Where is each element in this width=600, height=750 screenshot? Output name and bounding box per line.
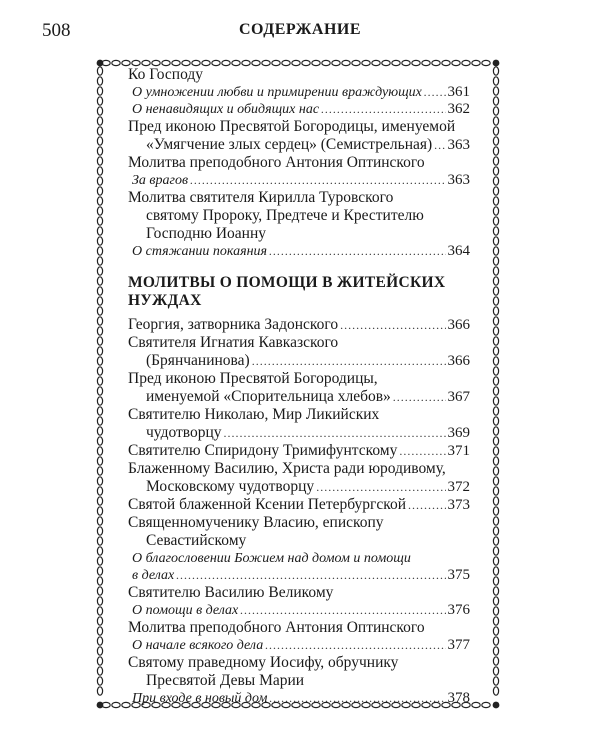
- toc-entry: [128, 154, 470, 189]
- toc-group-bottom: [128, 316, 470, 707]
- table-of-contents: [128, 66, 470, 707]
- page-ref: 378: [447, 690, 470, 706]
- toc-entry: [128, 370, 470, 406]
- page-ref: 372: [447, 479, 470, 495]
- entry-title-line: Молитва преподобного Антония Оптинского: [128, 154, 425, 171]
- entry-title-line: Севастийскому: [146, 532, 247, 549]
- toc-entry: [128, 654, 470, 707]
- page-ref: 376: [447, 602, 470, 618]
- page-ref: 369: [447, 425, 470, 441]
- entry-text: (Брянчанинова): [146, 352, 250, 369]
- entry-text: О помощи в делах: [132, 603, 239, 618]
- entry-title-line: [128, 496, 470, 514]
- toc-entry: [128, 118, 470, 154]
- subentry: [128, 567, 470, 584]
- toc-entry: [128, 334, 470, 370]
- page-ref: 366: [447, 317, 470, 333]
- toc-entry: [128, 514, 470, 584]
- dot-leader: [424, 84, 446, 101]
- page-ref: 363: [447, 137, 470, 153]
- entry-title-line: [128, 442, 470, 460]
- entry-text: чудотворцу: [146, 424, 222, 441]
- dot-leader: [190, 172, 445, 189]
- entry-title-line: [128, 316, 470, 334]
- toc-entry: [128, 189, 470, 260]
- dot-leader: [321, 101, 445, 118]
- dot-leader: [269, 690, 445, 707]
- entry-title-line: Пред иконою Пресвятой Богородицы, именуемой: [128, 118, 456, 135]
- page-ref: 364: [447, 243, 470, 259]
- subentry: [128, 637, 470, 654]
- page-ref: 363: [447, 172, 470, 188]
- subentry: [128, 172, 470, 189]
- entry-title-line: Святителю Николаю, Мир Ликийских: [128, 406, 380, 423]
- page-ref: 375: [447, 567, 470, 583]
- entry-title-line: Священномученику Власию, епископу: [128, 514, 384, 531]
- toc-entry: [128, 619, 470, 654]
- dot-leader: [224, 424, 446, 442]
- entry-text: Георгия, затворника Задонского: [128, 316, 339, 333]
- entry-title-line: Пресвятой Девы Марии: [146, 672, 305, 689]
- subentry: [128, 84, 470, 101]
- dot-leader: [393, 388, 446, 406]
- entry-title-line: Святителю Василию Великому: [128, 584, 334, 601]
- toc-entry: [128, 316, 470, 334]
- entry-text: За врагов: [132, 173, 189, 188]
- dot-leader: [240, 602, 445, 619]
- entry-title-line: [128, 478, 470, 496]
- entry-title-line: [128, 388, 470, 406]
- entry-title-line: Ко Господу: [128, 66, 204, 83]
- dot-leader: [252, 352, 446, 370]
- page-ref: 366: [447, 353, 470, 369]
- subentry-text: О благословении Божием над домом и помощи: [132, 551, 411, 566]
- toc-group-top: [128, 66, 470, 260]
- dot-leader: [434, 136, 445, 154]
- entry-title-line: Молитва святителя Кирилла Туровского: [128, 189, 394, 206]
- entry-text: «Умягчение злых сердец» (Семистрельная): [146, 136, 433, 153]
- toc-entry: [128, 496, 470, 514]
- entry-title-line: Молитва преподобного Антония Оптинского: [128, 619, 425, 636]
- entry-text: Московскому чудотворцу: [146, 478, 315, 495]
- entry-text: О ненавидящих и обидящих нас: [132, 102, 320, 117]
- entry-title-line: [128, 424, 470, 442]
- entry-title-line: Блаженному Василию, Христа ради юродивому,: [128, 460, 446, 477]
- entry-title-line: Святителя Игнатия Кавказского: [128, 334, 339, 351]
- entry-text: О стяжании покаяния: [132, 244, 268, 259]
- entry-text: в делах: [132, 568, 175, 583]
- page-ref: 361: [447, 84, 470, 100]
- toc-entry: [128, 460, 470, 496]
- toc-entry: [128, 584, 470, 619]
- subentry: [128, 690, 470, 707]
- page-ref: 362: [447, 101, 470, 117]
- entry-title-line: Господню Иоанну: [146, 225, 267, 242]
- entry-text: Святителю Спиридону Тримифунтскому: [128, 442, 398, 459]
- page-ref: 377: [447, 637, 470, 653]
- subentry: [128, 602, 470, 619]
- entry-title-line: Святому праведному Иосифу, обручнику: [128, 654, 399, 671]
- page-number: 508: [42, 20, 71, 41]
- entry-text: О умножении любви и примирении враждующих: [132, 85, 422, 100]
- entry-title-line: [128, 136, 470, 154]
- dot-leader: [408, 496, 445, 514]
- page-ref: 371: [447, 443, 470, 459]
- page-title: СОДЕРЖАНИЕ: [238, 21, 362, 38]
- entry-text: О начале всякого дела: [132, 638, 264, 653]
- entry-text: При входе в новый дом: [132, 691, 268, 706]
- page-ref: 373: [447, 497, 470, 513]
- entry-text: Святой блаженной Ксении Петербургской: [128, 496, 407, 513]
- entry-title-line: [128, 352, 470, 370]
- entry-title-line: святому Пророку, Предтече и Крестителю: [146, 207, 424, 224]
- page-ref: 367: [447, 389, 470, 405]
- subentry: [128, 243, 470, 260]
- entry-text: именуемой «Спорительница хлебов»: [146, 388, 391, 405]
- section-heading: МОЛИТВЫ О ПОМОЩИ В ЖИТЕЙСКИХ НУЖДАХ: [128, 274, 446, 309]
- toc-entry: [128, 406, 470, 442]
- dot-leader: [316, 478, 445, 496]
- toc-entry: [128, 442, 470, 460]
- dot-leader: [340, 316, 445, 334]
- dot-leader: [265, 637, 445, 654]
- page-header: [42, 20, 558, 44]
- dot-leader: [176, 567, 445, 584]
- subentry: [128, 101, 470, 118]
- dot-leader: [399, 442, 445, 460]
- toc-entry: [128, 66, 470, 118]
- dot-leader: [269, 243, 445, 260]
- entry-title-line: Пред иконою Пресвятой Богородицы,: [128, 370, 378, 387]
